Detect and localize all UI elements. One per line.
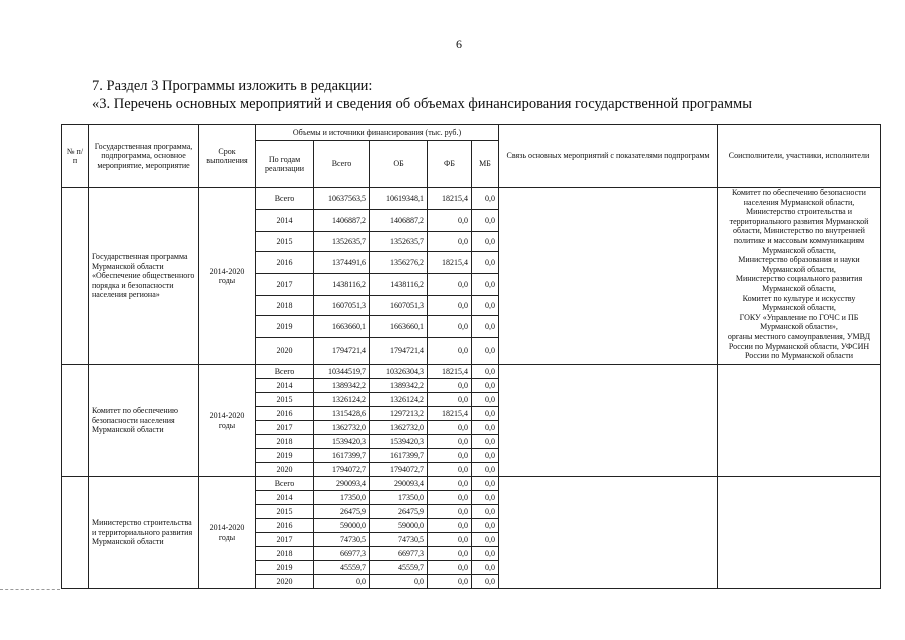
cell-year: 2016 <box>256 252 314 274</box>
header-num: № п/п <box>62 125 89 188</box>
cell-total: 1663660,1 <box>314 316 370 338</box>
cell-total: 74730,5 <box>314 533 370 547</box>
cell-ob: 1326124,2 <box>370 393 428 407</box>
cell-mb: 0,0 <box>472 210 499 232</box>
header-ob: ОБ <box>370 141 428 188</box>
cell-year: 2014 <box>256 379 314 393</box>
cell-total: 1352635,7 <box>314 232 370 252</box>
cell-year: Всего <box>256 477 314 491</box>
cell-ob: 1539420,3 <box>370 435 428 449</box>
cell-mb: 0,0 <box>472 407 499 421</box>
cell-year: 2016 <box>256 519 314 533</box>
cell-ob: 1352635,7 <box>370 232 428 252</box>
cell-mb: 0,0 <box>472 449 499 463</box>
cell-ob: 74730,5 <box>370 533 428 547</box>
cell-year: 2018 <box>256 296 314 316</box>
cell-term: 2014-2020 годы <box>199 365 256 477</box>
cell-fb: 0,0 <box>428 210 472 232</box>
cell-year: 2020 <box>256 338 314 365</box>
financing-table <box>61 124 881 589</box>
executor-line: Министерство строительства и территориального развития Мурманской области, Министерство по внутренней политике и массовым коммуникациям Мурманской области, <box>729 207 869 255</box>
cell-total: 1539420,3 <box>314 435 370 449</box>
cell-fb: 0,0 <box>428 274 472 296</box>
cell-year: 2019 <box>256 316 314 338</box>
page-number: 6 <box>456 37 462 51</box>
table-row <box>62 477 881 491</box>
cell-total: 0,0 <box>314 575 370 589</box>
cell-fb: 0,0 <box>428 421 472 435</box>
cell-year: Всего <box>256 365 314 379</box>
cell-ob: 1794072,7 <box>370 463 428 477</box>
cell-term: 2014-2020 годы <box>199 188 256 365</box>
cell-mb: 0,0 <box>472 547 499 561</box>
cell-executors <box>718 365 881 477</box>
cell-ob: 10326304,3 <box>370 365 428 379</box>
table-body <box>62 188 881 589</box>
cell-ob: 66977,3 <box>370 547 428 561</box>
cell-program-name: Государственная программа Мурманской области «Обеспечение общественного порядка и безопасности населения региона» <box>89 188 199 365</box>
cell-fb: 0,0 <box>428 505 472 519</box>
cell-ob: 1607051,3 <box>370 296 428 316</box>
cell-fb: 18215,4 <box>428 252 472 274</box>
executor-line: Комитет по обеспечению безопасности населения Мурманской области, <box>732 188 866 207</box>
cell-mb: 0,0 <box>472 232 499 252</box>
cell-executors <box>718 477 881 589</box>
cell-year: 2015 <box>256 393 314 407</box>
cell-ob: 1389342,2 <box>370 379 428 393</box>
cell-mb: 0,0 <box>472 393 499 407</box>
cell-mb: 0,0 <box>472 519 499 533</box>
cell-mb: 0,0 <box>472 533 499 547</box>
cell-ob: 59000,0 <box>370 519 428 533</box>
section-title: «3. Перечень основных мероприятий и сведения об объемах финансирования государственной программы <box>92 96 752 112</box>
cell-fb: 0,0 <box>428 477 472 491</box>
cell-total: 10637563,5 <box>314 188 370 210</box>
cell-num <box>62 477 89 589</box>
cell-mb: 0,0 <box>472 575 499 589</box>
cell-fb: 0,0 <box>428 463 472 477</box>
cell-year: 2015 <box>256 505 314 519</box>
cell-total: 1362732,0 <box>314 421 370 435</box>
cell-indicator-link <box>499 365 718 477</box>
cell-total: 17350,0 <box>314 491 370 505</box>
cell-ob: 1362732,0 <box>370 421 428 435</box>
cell-year: 2020 <box>256 463 314 477</box>
cell-fb: 0,0 <box>428 575 472 589</box>
cell-ob: 1617399,7 <box>370 449 428 463</box>
cell-ob: 1406887,2 <box>370 210 428 232</box>
header-mb: МБ <box>472 141 499 188</box>
cell-ob: 1356276,2 <box>370 252 428 274</box>
cell-fb: 0,0 <box>428 519 472 533</box>
table-row <box>62 188 881 210</box>
cell-program-name: Комитет по обеспечению безопасности населения Мурманской области <box>89 365 199 477</box>
header-volumes: Объемы и источники финансирования (тыс. руб.) <box>256 125 499 141</box>
cell-total: 1607051,3 <box>314 296 370 316</box>
cell-indicator-link <box>499 188 718 365</box>
cell-total: 1617399,7 <box>314 449 370 463</box>
cell-mb: 0,0 <box>472 296 499 316</box>
cell-ob: 1297213,2 <box>370 407 428 421</box>
cell-total: 59000,0 <box>314 519 370 533</box>
cell-mb: 0,0 <box>472 252 499 274</box>
cell-mb: 0,0 <box>472 463 499 477</box>
cell-total: 26475,9 <box>314 505 370 519</box>
executor-line: Министерство образования и науки Мурманской области, <box>738 255 860 274</box>
cell-year: 2019 <box>256 561 314 575</box>
cell-year: 2020 <box>256 575 314 589</box>
cell-fb: 0,0 <box>428 379 472 393</box>
cell-fb: 0,0 <box>428 296 472 316</box>
cell-total: 10344519,7 <box>314 365 370 379</box>
executor-line: органы местного самоуправления, УМВД России по Мурманской области, УФСИН России по Мурманской области <box>727 331 871 361</box>
cell-mb: 0,0 <box>472 274 499 296</box>
cell-year: 2017 <box>256 421 314 435</box>
cell-num <box>62 188 89 365</box>
cell-total: 1326124,2 <box>314 393 370 407</box>
header-total: Всего <box>314 141 370 188</box>
header-link: Связь основных мероприятий с показателями подпрограмм <box>499 125 718 188</box>
cell-num <box>62 365 89 477</box>
cell-ob: 0,0 <box>370 575 428 589</box>
header-name: Государственная программа, подпрограмма, основное мероприятие, мероприятие <box>89 125 199 188</box>
cell-fb: 0,0 <box>428 316 472 338</box>
cell-mb: 0,0 <box>472 365 499 379</box>
cell-fb: 0,0 <box>428 449 472 463</box>
executor-line: Министерство социального развития Мурманской области, <box>735 274 863 293</box>
cell-ob: 290093,4 <box>370 477 428 491</box>
cell-mb: 0,0 <box>472 491 499 505</box>
cell-mb: 0,0 <box>472 421 499 435</box>
cell-year: 2018 <box>256 435 314 449</box>
cell-fb: 0,0 <box>428 232 472 252</box>
cell-year: 2016 <box>256 407 314 421</box>
cell-fb: 0,0 <box>428 547 472 561</box>
cell-ob: 1663660,1 <box>370 316 428 338</box>
cell-indicator-link <box>499 477 718 589</box>
cell-ob: 1438116,2 <box>370 274 428 296</box>
cell-term: 2014-2020 годы <box>199 477 256 589</box>
cell-year: 2018 <box>256 547 314 561</box>
page-edge-mark <box>0 589 60 590</box>
cell-fb: 18215,4 <box>428 365 472 379</box>
header-by-years: По годам реализации <box>256 141 314 188</box>
executor-line: Комитет по культуре и искусству Мурманской области, <box>742 293 856 313</box>
cell-ob: 17350,0 <box>370 491 428 505</box>
cell-year: 2017 <box>256 274 314 296</box>
cell-total: 290093,4 <box>314 477 370 491</box>
cell-total: 1406887,2 <box>314 210 370 232</box>
cell-total: 1438116,2 <box>314 274 370 296</box>
cell-year: 2019 <box>256 449 314 463</box>
section-instruction: 7. Раздел 3 Программы изложить в редакции: <box>92 78 373 94</box>
executor-line: ГОКУ «Управление по ГОЧС и ПБ Мурманской области», <box>739 312 859 332</box>
cell-fb: 0,0 <box>428 338 472 365</box>
header-term: Срок выполнения <box>199 125 256 188</box>
cell-mb: 0,0 <box>472 561 499 575</box>
cell-total: 1374491,6 <box>314 252 370 274</box>
cell-year: 2017 <box>256 533 314 547</box>
cell-mb: 0,0 <box>472 435 499 449</box>
cell-mb: 0,0 <box>472 477 499 491</box>
cell-mb: 0,0 <box>472 338 499 365</box>
cell-fb: 18215,4 <box>428 407 472 421</box>
cell-year: 2015 <box>256 232 314 252</box>
cell-mb: 0,0 <box>472 316 499 338</box>
cell-mb: 0,0 <box>472 379 499 393</box>
cell-year: 2014 <box>256 491 314 505</box>
cell-ob: 45559,7 <box>370 561 428 575</box>
header-fb: ФБ <box>428 141 472 188</box>
cell-fb: 0,0 <box>428 393 472 407</box>
cell-mb: 0,0 <box>472 188 499 210</box>
cell-total: 1389342,2 <box>314 379 370 393</box>
cell-mb: 0,0 <box>472 505 499 519</box>
cell-ob: 26475,9 <box>370 505 428 519</box>
cell-year: 2014 <box>256 210 314 232</box>
cell-total: 66977,3 <box>314 547 370 561</box>
cell-total: 1315428,6 <box>314 407 370 421</box>
cell-ob: 10619348,1 <box>370 188 428 210</box>
cell-fb: 18215,4 <box>428 188 472 210</box>
cell-fb: 0,0 <box>428 533 472 547</box>
header-executors: Соисполнители, участники, исполнители <box>718 125 881 188</box>
cell-total: 1794072,7 <box>314 463 370 477</box>
cell-executors <box>718 188 881 365</box>
cell-fb: 0,0 <box>428 491 472 505</box>
cell-total: 45559,7 <box>314 561 370 575</box>
cell-fb: 0,0 <box>428 561 472 575</box>
cell-total: 1794721,4 <box>314 338 370 365</box>
cell-program-name: Министерство строительства и территориального развития Мурманской области <box>89 477 199 589</box>
cell-ob: 1794721,4 <box>370 338 428 365</box>
table-row <box>62 365 881 379</box>
cell-fb: 0,0 <box>428 435 472 449</box>
cell-year: Всего <box>256 188 314 210</box>
